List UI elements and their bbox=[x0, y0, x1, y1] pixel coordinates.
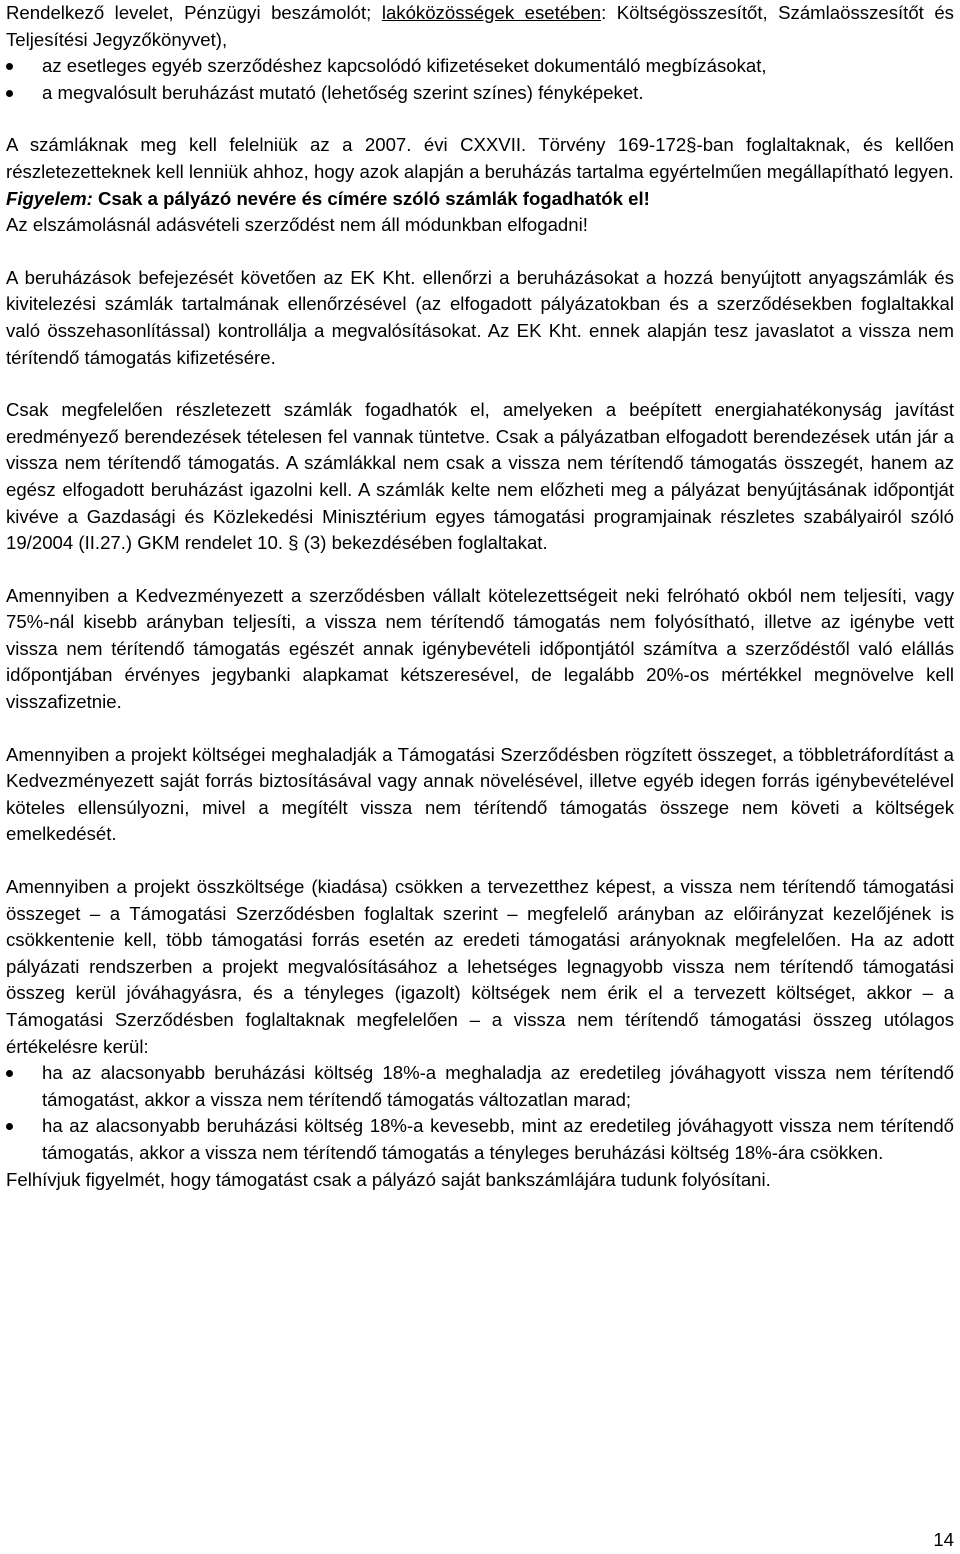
bullet-icon bbox=[6, 90, 13, 97]
continuation-pre: Rendelkező levelet, Pénzügyi beszámolót; bbox=[6, 2, 382, 23]
paragraph-non-fulfilment: Amennyiben a Kedvezményezett a szerződésben vállalt kötelezettségeit neki felróható okból nem teljesíti, vagy 75%-nál kisebb arányban teljesíti, a vissza nem térítendő támogatás nem folyósítható, illetve az igénybe vett vissza nem térítendő támogatás egészét annak igénybevételi időpontjától számítva a szerződéstől való elállás időpontjában érvényes jegybanki alapkamat kétszeresével, de legalább 20%-os mértékkel megnövelve kell visszafizetnie. bbox=[6, 584, 954, 713]
warning-label: Figyelem: bbox=[6, 187, 93, 209]
spacer bbox=[6, 557, 954, 583]
list-item: az esetleges egyéb szerződéshez kapcsolódó kifizetéseket dokumentáló megbízásokat, bbox=[6, 53, 954, 80]
spacer bbox=[6, 848, 954, 874]
warning-text: Csak a pályázó nevére és címére szóló számlák fogadhatók el! bbox=[92, 187, 650, 209]
paragraph-cost-reduction: Amennyiben a projekt összköltsége (kiadása) csökken a tervezetthez képest, a vissza nem térítendő támogatási összeget – a Támogatási Szerződésben foglaltak szerint – megfelelő arányban az előirányzat kezelőjének is csökkentenie kell, több támogatási forrás esetén az eredeti támogatási arányoknak megfelelően. Ha az adott pályázati rendszerben a projekt megvalósításához a lehetséges legnagyobb vissza nem térítendő támogatási összeg kerül jóváhagyásra, és a tényleges (igazolt) költségek nem érik el a tervezett költséget, akkor – a Támogatási Szerződésben foglaltaknak megfelelően – a vissza nem térítendő támogatási összeg utólagos értékelésre kerül: bbox=[6, 876, 954, 1057]
list-item: ha az alacsonyabb beruházási költség 18%-a meghaladja az eredetileg jóváhagyott vissza nem térítendő támogatást, akkor a vissza nem térítendő támogatás változatlan marad; bbox=[6, 1060, 954, 1113]
paragraph-bank-account: Felhívjuk figyelmét, hogy támogatást csak a pályázó saját bankszámlájára tudunk folyósítani. bbox=[6, 1168, 771, 1190]
continuation-underlined: lakóközösségek esetében bbox=[381, 2, 602, 23]
spacer bbox=[6, 371, 954, 397]
list-item: a megvalósult beruházást mutató (lehetőség szerint színes) fényképeket. bbox=[6, 80, 954, 107]
document-page bbox=[6, 0, 954, 1193]
paragraph-cost-overrun: Amennyiben a projekt költségei meghaladják a Támogatási Szerződésben rögzített összeget, a többletráfordítást a Kedvezményezett saját forrás biztosításával vagy annak növelésével, illetve egyéb idegen forrás igénybevételével köteles ellensúlyozni, mivel a megítélt vissza nem térítendő támogatás összege nem követi a költségek emelkedését. bbox=[6, 743, 954, 845]
paragraph-inspection: A beruházások befejezését követően az EK Kht. ellenőrzi a beruházásokat a hozzá benyújtott anyagszámlák és kivitelezési számlák tartalmának ellenőrzésével (az elfogadott pályázatokban és a szerződésekben foglaltakkal való összehasonlítással) kontrollálja a megvalósításokat. Az EK Kht. ennek alapján tesz javaslatot a vissza nem térítendő támogatás kifizetésére. bbox=[6, 266, 954, 368]
list-item: ha az alacsonyabb beruházási költség 18%-a kevesebb, mint az eredetileg jóváhagyott vissza nem térítendő támogatás, akkor a vissza nem térítendő támogatás a tényleges beruházási költség 18%-ára csökken. bbox=[6, 1113, 954, 1166]
bullet-icon bbox=[6, 1123, 13, 1130]
continuation-post: : Költségösszesítőt, Számlaösszesítőt és Teljesítési Jegyzőkönyvet), bbox=[6, 2, 954, 50]
spacer bbox=[6, 716, 954, 742]
paragraph-invoice-detail: Csak megfelelően részletezett számlák fogadhatók el, amelyeken a beépített energiahatékonyság javítást eredményező berendezések tételesen fel vannak tüntetve. Csak a pályázatban elfogadott berendezések után jár a vissza nem térítendő támogatás. A számlákkal nem csak a vissza nem térítendő támogatás összegét, hanem az egész elfogadott beruházást igazolni kell. A számlák kelte nem előzheti meg a pályázat benyújtásának időpontját kivéve a Gazdasági és Közlekedési Minisztérium egyes támogatási programjainak részletes szabályairól szóló 19/2004 (II.27.) GKM rendelet 10. § (3) bekezdésében foglaltakat. bbox=[6, 399, 954, 554]
bullet-icon bbox=[6, 1070, 13, 1077]
cost-reduction-bullet-list bbox=[6, 1060, 954, 1166]
warning-line bbox=[6, 186, 954, 213]
invoice-requirements-paragraph: A számláknak meg kell felelniük az a 2007. évi CXXVII. Törvény 169-172§-ban foglaltaknak, és kellően részletezetteknek kell lenniük ahhoz, hogy azok alapján a beruházás tartalma egyértelműen megállapítható legyen. bbox=[6, 134, 954, 182]
spacer bbox=[6, 239, 954, 265]
top-bullet-list bbox=[6, 53, 954, 106]
continuation-text bbox=[6, 0, 954, 53]
spacer bbox=[6, 106, 954, 132]
page-number: 14 bbox=[933, 1529, 954, 1550]
bullet-icon bbox=[6, 63, 13, 70]
contract-note: Az elszámolásnál adásvételi szerződést nem áll módunkban elfogadni! bbox=[6, 214, 588, 236]
